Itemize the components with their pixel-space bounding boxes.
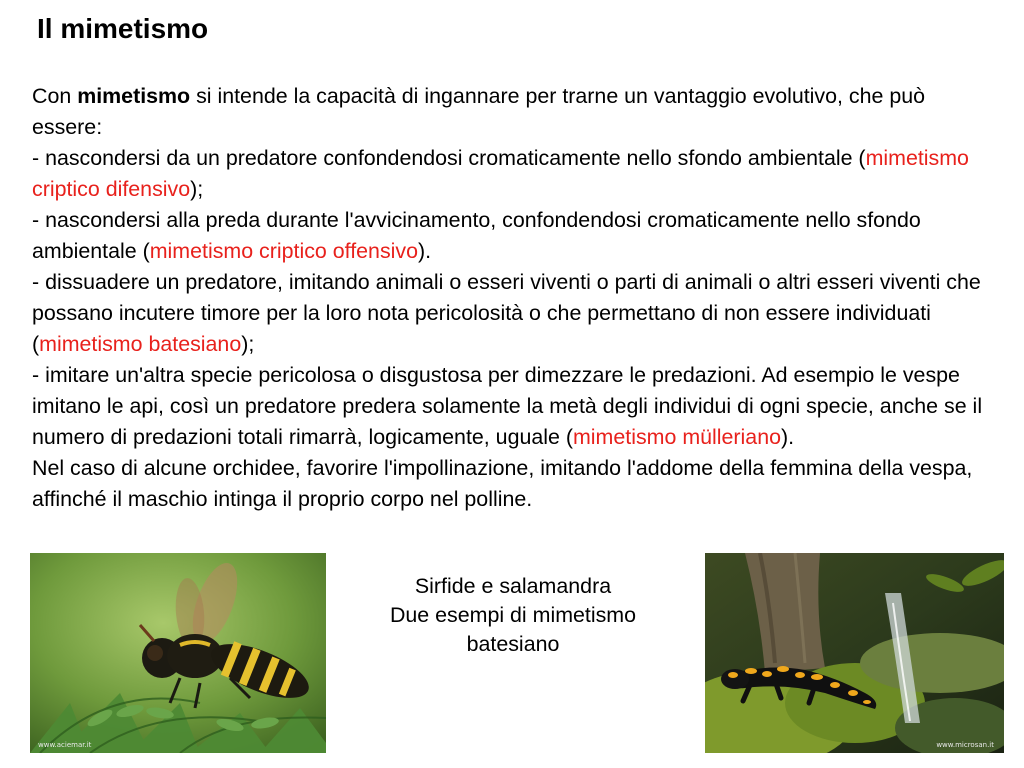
slide-body — [32, 81, 997, 515]
list-item-text: - imitare un'altra specie pericolosa o disgustosa per dimezzare le predazioni. Ad esempio le vespe imitano le api, così un predatore predera solamente la metà degli individui di ogni specie, anche se il numero di predazioni totali rimarrà, logicamente, uguale ( — [32, 363, 983, 449]
list-item-batesian — [32, 267, 997, 360]
list-item-suffix: ); — [241, 332, 255, 356]
term-highlight: mimetismo criptico offensivo — [149, 239, 418, 263]
image-watermark: www.aciemar.it — [38, 741, 92, 749]
orchid-paragraph — [32, 453, 997, 515]
intro-bold-term: mimetismo — [77, 84, 191, 108]
image-caption — [352, 572, 674, 659]
caption-line: batesiano — [466, 632, 560, 656]
syrphid-fly-photo — [30, 553, 326, 753]
image-watermark: www.microsan.it — [936, 741, 994, 749]
caption-line: Sirfide e salamandra — [414, 574, 612, 598]
list-item-text: - nascondersi alla preda durante l'avvicinamento, confondendosi cromaticamente nello sfondo ambientale ( — [32, 208, 921, 263]
slide-title: Il mimetismo — [37, 13, 209, 44]
list-item-defensive — [32, 143, 997, 205]
salamander-photo — [705, 553, 1004, 753]
intro-text: si intende la capacità di ingannare per trarne un vantaggio evolutivo, che può essere: — [32, 84, 926, 139]
list-item-suffix: ); — [190, 177, 204, 201]
term-highlight: mimetismo mülleriano — [572, 425, 781, 449]
list-item-suffix: ). — [781, 425, 795, 449]
list-item-text: - nascondersi da un predatore confondendosi cromaticamente nello sfondo ambientale ( — [32, 146, 866, 170]
term-highlight: mimetismo batesiano — [39, 332, 242, 356]
caption-line: Due esempi di mimetismo — [389, 603, 637, 627]
list-item-suffix: ). — [417, 239, 432, 263]
intro-paragraph — [32, 81, 997, 143]
intro-prefix: Con — [32, 84, 78, 108]
list-item-offensive — [32, 205, 997, 267]
term-highlight: mimetismo criptico difensivo — [32, 146, 969, 201]
orchid-text: Nel caso di alcune orchidee, favorire l'impollinazione, imitando l'addome della femmina della vespa, affinché il maschio intinga il proprio corpo nel polline. — [32, 456, 973, 511]
list-item-mullerian — [32, 360, 997, 453]
list-item-text: - dissuadere un predatore, imitando animali o esseri viventi o parti di animali o altri esseri viventi che possano incutere timore per la loro nota pericolosità o che permettano di non essere individuati ( — [32, 270, 981, 356]
